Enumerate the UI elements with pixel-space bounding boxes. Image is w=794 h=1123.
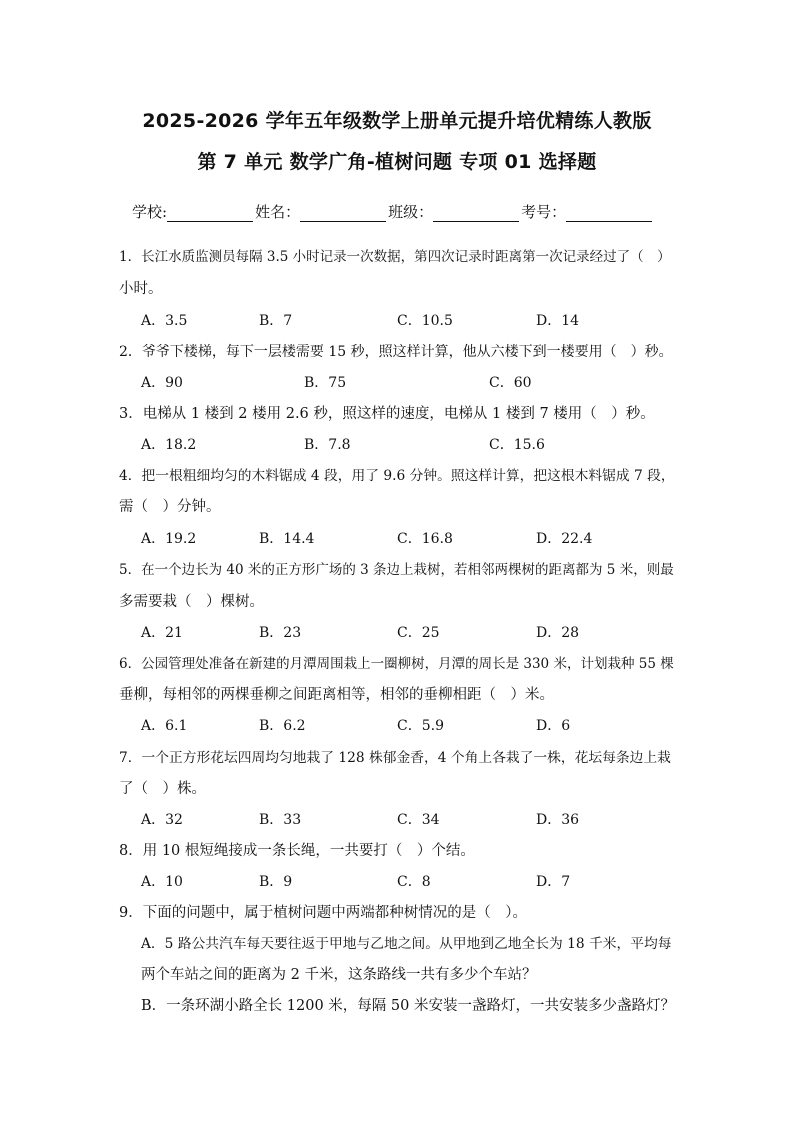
exam-no-label: 考号： [521,203,567,221]
question-1-line-1: 1．长江水质监测员每隔 3.5 小时记录一次数据，第四次记录时距离第一次记录经过了（ ） [119,249,671,265]
question-5-option-a: A．21 [141,625,183,641]
question-9-option-a-line-2: 两个车站之间的距离为 2 千米，这条路线一共有多少个车站？ [141,967,537,983]
question-7-line-2: 了（ ）株。 [119,781,206,797]
question-6-option-d: D．6 [536,718,571,734]
class-blank[interactable] [433,206,519,222]
question-7-option-c: C．34 [397,812,440,828]
question-3-option-c: C．15.6 [489,437,545,453]
page-title: 2025-2026 学年五年级数学上册单元提升培优精练人教版 [142,110,652,132]
exam-no-blank[interactable] [566,206,652,222]
question-4-option-c: C．16.8 [397,531,453,547]
name-blank[interactable] [300,206,386,222]
question-9-option-a-line-1: A．5 路公共汽车每天要往返于甲地与乙地之间。从甲地到乙地全长为 18 千米，平均每 [141,936,672,952]
question-7-option-d: D．36 [536,812,580,828]
name-label: 姓名： [255,203,301,221]
question-7-line-1: 7．一个正方形花坛四周均匀地栽了 128 株郁金香，4 个角上各栽了一株，花坛每条边上栽 [119,750,671,766]
question-4-line-2: 需（ ）分钟。 [119,499,221,515]
question-5-line-2: 多需要栽（ ）棵树。 [119,594,264,610]
question-6-line-2: 垂柳，每相邻的两棵垂柳之间距离相等，相邻的垂柳相距（ ）米。 [119,687,554,703]
question-3-option-a: A．18.2 [141,437,197,453]
question-1-option-b: B．7 [259,313,293,329]
question-5-option-d: D．28 [536,625,580,641]
question-9-line-1: 9．下面的问题中，属于植树问题中两端都种树情况的是（ ）。 [119,905,527,921]
question-9-option-b-line-1: B．一条环湖小路全长 1200 米，每隔 50 米安装一盏路灯，一共安装多少盏路灯？ [141,998,675,1014]
question-7-option-b: B．33 [259,812,302,828]
question-6-line-1: 6．公园管理处准备在新建的月潭周围栽上一圈柳树，月潭的周长是 330 米，计划栽种 55 棵 [119,656,674,672]
question-2-line-1: 2．爷爷下楼梯，每下一层楼需要 15 秒，照这样计算，他从六楼下到一楼要用（ ）秒。 [119,344,673,360]
school-blank[interactable] [167,206,253,222]
student-info-row [132,201,654,222]
class-label: 班级： [388,203,434,221]
question-8-option-c: C．8 [397,874,431,890]
question-1-option-a: A．3.5 [141,313,188,329]
question-5-option-c: C．25 [397,625,440,641]
question-7-option-a: A．32 [141,812,183,828]
question-8-option-b: B．9 [259,874,293,890]
question-5-line-1: 5．在一个边长为 40 米的正方形广场的 3 条边上栽树，若相邻两棵树的距离都为 5 米，则最 [119,562,674,578]
question-8-line-1: 8．用 10 根短绳接成一条长绳，一共要打（ ）个结。 [119,843,475,859]
question-6-option-b: B．6.2 [259,718,306,734]
question-3-line-1: 3．电梯从 1 楼到 2 楼用 2.6 秒，照这样的速度，电梯从 1 楼到 7 楼用（ ）秒。 [119,406,655,422]
question-2-option-b: B．75 [304,375,347,391]
question-6-option-c: C．5.9 [397,718,444,734]
school-label: 学校: [132,203,168,221]
question-4-option-b: B．14.4 [259,531,315,547]
question-4-line-1: 4．把一根粗细均匀的木料锯成 4 段，用了 9.6 分钟。照这样计算，把这根木料锯成 7 段， [119,468,675,484]
question-1-option-c: C．10.5 [397,313,453,329]
question-6-option-a: A．6.1 [141,718,188,734]
question-8-option-d: D．7 [536,874,571,890]
question-3-option-b: B．7.8 [304,437,351,453]
question-5-option-b: B．23 [259,625,302,641]
question-4-option-a: A．19.2 [141,531,197,547]
question-1-line-2: 小时。 [119,281,163,297]
question-4-option-d: D．22.4 [536,531,593,547]
question-2-option-c: C．60 [489,375,532,391]
question-8-option-a: A．10 [141,874,183,890]
page-subtitle: 第 7 单元 数学广角-植树问题 专项 01 选择题 [197,151,597,173]
question-2-option-a: A．90 [141,375,183,391]
question-1-option-d: D．14 [536,313,580,329]
